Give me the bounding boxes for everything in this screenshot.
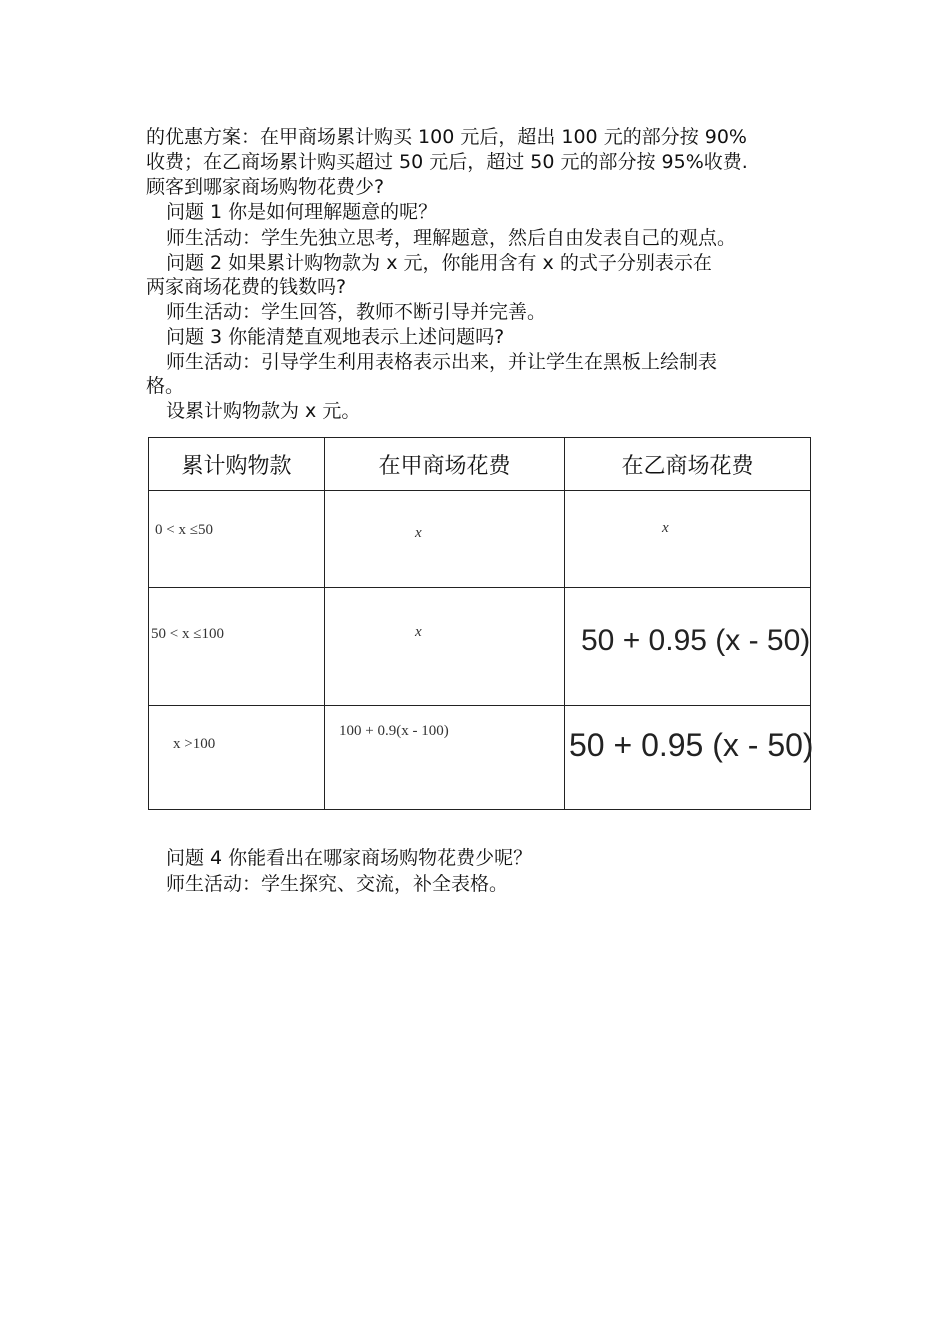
table-row	[149, 706, 811, 810]
jia-cost-cell	[325, 588, 565, 706]
header-store-jia: 在甲商场花费	[325, 438, 565, 491]
jia-cost-cell	[325, 706, 565, 810]
activity-3-line-1: 师生活动：引导学生利用表格表示出来，并让学生在黑板上绘制表	[166, 351, 718, 373]
table-row	[149, 588, 811, 706]
question-2-line-1: 问题 2 如果累计购物款为 x 元，你能用含有 x 的式子分别表示在	[166, 252, 712, 274]
jia-cost-text: x	[415, 525, 422, 541]
yi-cost-cell	[565, 588, 811, 706]
yi-cost-text: x	[662, 520, 669, 536]
yi-cost-formula: 50 + 0.95 (x - 50)	[569, 727, 814, 763]
yi-cost-cell	[565, 491, 811, 588]
yi-cost-cell	[565, 706, 814, 810]
question-4: 问题 4 你能看出在哪家商场购物花费少呢？	[166, 847, 533, 869]
activity-1: 师生活动：学生先独立思考，理解题意，然后自由发表自己的观点。	[166, 227, 737, 249]
jia-cost-cell	[325, 491, 565, 588]
range-cell	[149, 588, 325, 706]
activity-3-line-2: 格。	[146, 375, 185, 397]
yi-cost-formula: 50 + 0.95 (x - 50)	[581, 624, 811, 657]
range-text: 0 < x ≤50	[155, 522, 213, 538]
setup-line: 设累计购物款为 x 元。	[166, 400, 361, 422]
header-store-yi: 在乙商场花费	[565, 438, 811, 491]
cost-comparison-table	[148, 437, 814, 810]
jia-cost-text: x	[415, 624, 422, 640]
range-text: x >100	[173, 736, 216, 752]
intro-line-3: 顾客到哪家商场购物花费少?	[146, 176, 385, 198]
table-row	[149, 491, 811, 588]
question-3: 问题 3 你能清楚直观地表示上述问题吗?	[166, 326, 505, 348]
range-text: 50 < x ≤100	[151, 626, 224, 642]
question-2-line-2: 两家商场花费的钱数吗?	[146, 276, 347, 298]
intro-line-1: 的优惠方案：在甲商场累计购买 100 元后，超出 100 元的部分按 90%	[146, 126, 747, 148]
table-header-row	[149, 438, 811, 491]
activity-4: 师生活动：学生探究、交流，补全表格。	[166, 873, 509, 895]
header-purchase-amount: 累计购物款	[149, 438, 325, 491]
range-cell	[149, 491, 325, 588]
jia-cost-text: 100 + 0.9(x - 100)	[339, 723, 449, 739]
intro-line-2: 收费；在乙商场累计购买超过 50 元后，超过 50 元的部分按 95%收费.	[146, 151, 748, 173]
activity-2: 师生活动：学生回答，教师不断引导并完善。	[166, 301, 547, 323]
question-1: 问题 1 你是如何理解题意的呢？	[166, 201, 438, 223]
range-cell	[149, 706, 325, 810]
